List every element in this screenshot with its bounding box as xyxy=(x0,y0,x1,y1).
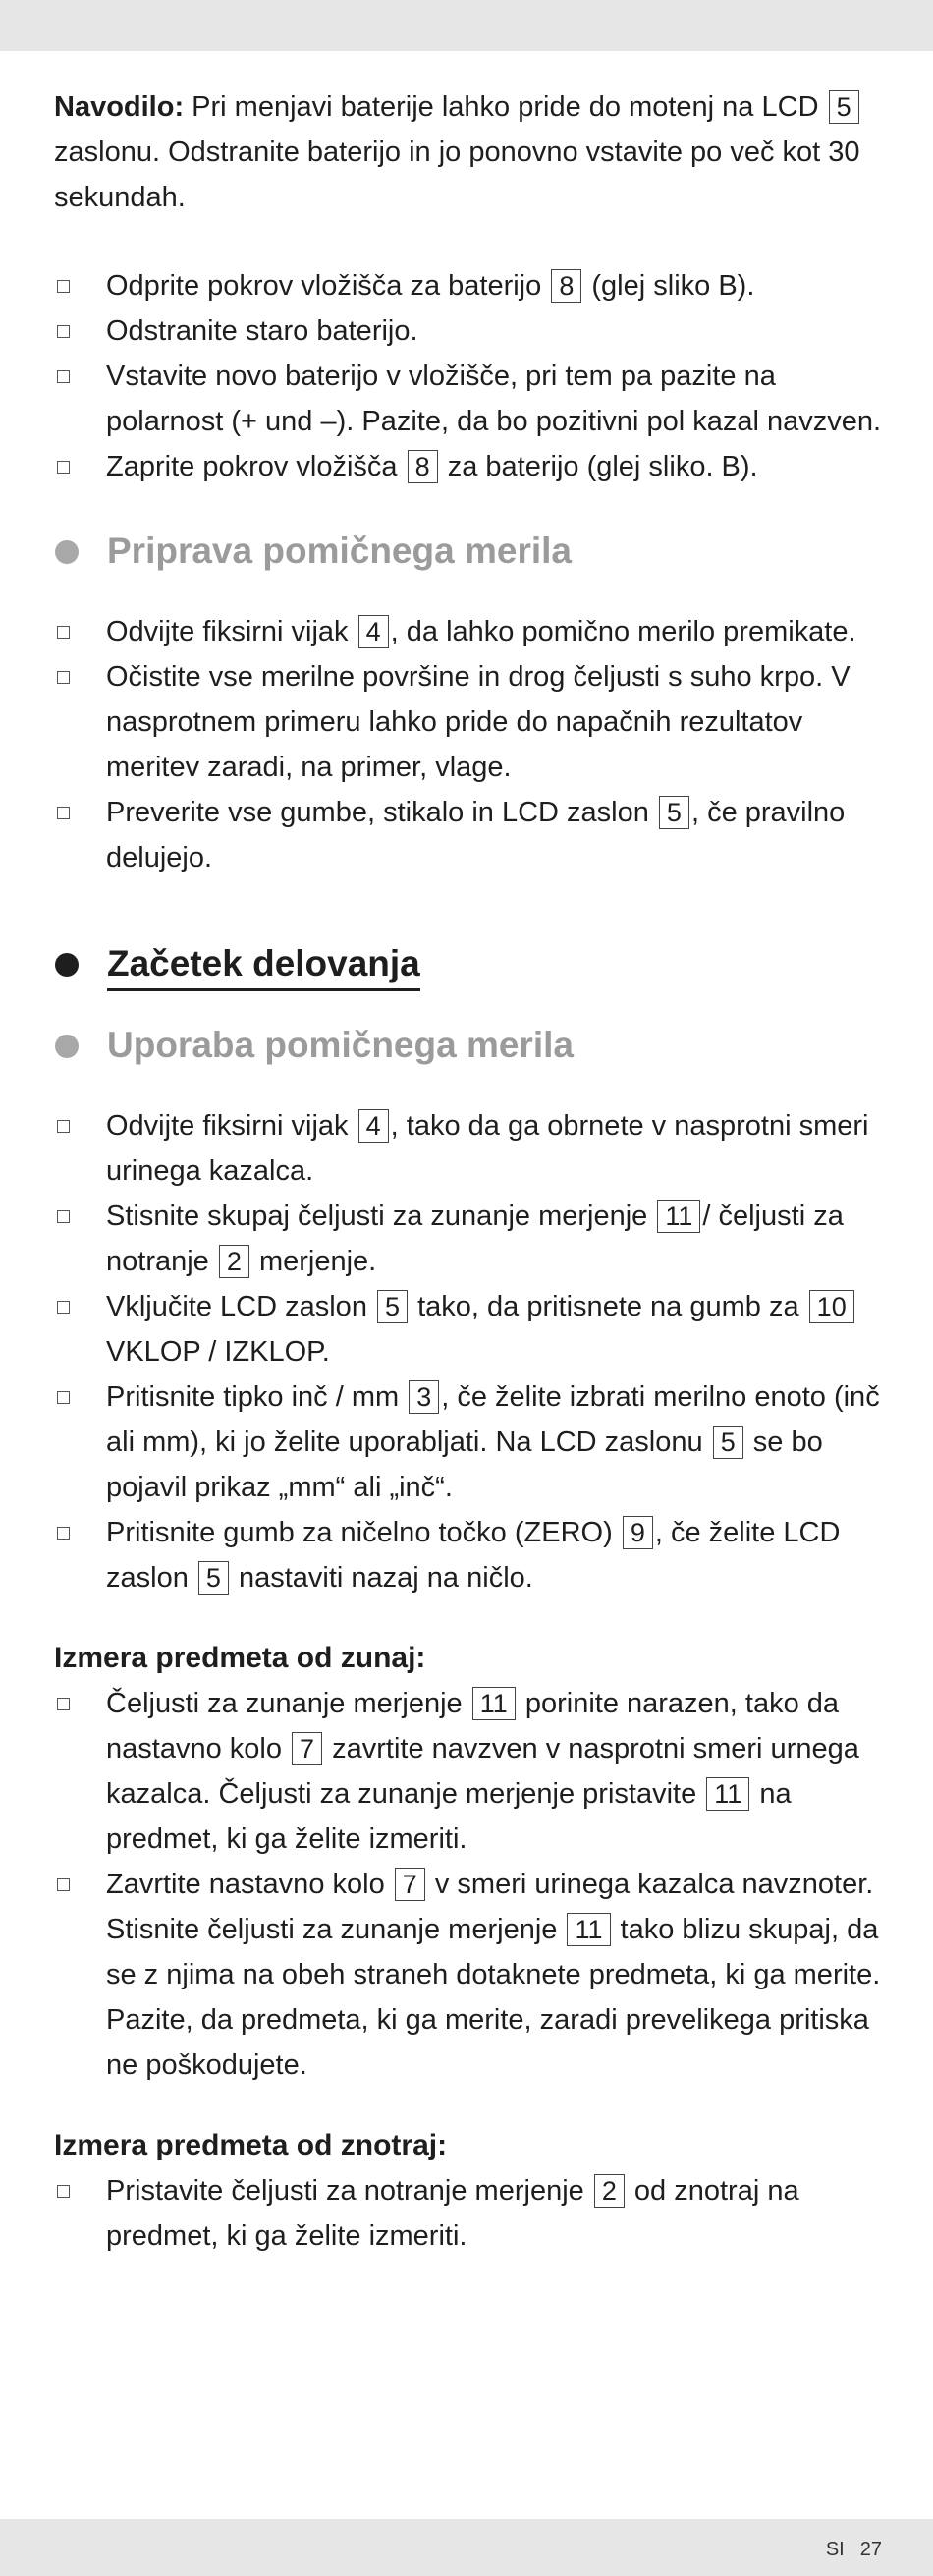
list-item: Vstavite novo baterijo v vložišče, pri tem pa pazite na polarnost (+ und –). Pazite, da bo pozitivni pol kazal navzven. xyxy=(54,354,884,444)
checkbox-bullet-icon xyxy=(57,461,70,474)
checkbox-bullet-icon xyxy=(57,1527,70,1540)
footer-band xyxy=(0,2519,933,2576)
checkbox-bullet-icon xyxy=(57,807,70,819)
list-item: Vključite LCD zaslon 5 tako, da pritisnete na gumb za 10 VKLOP / IZKLOP. xyxy=(54,1284,884,1374)
ref-box: 8 xyxy=(408,450,438,483)
checkbox-bullet-icon xyxy=(57,671,70,684)
ref-box: 4 xyxy=(358,1109,389,1143)
battery-steps-list xyxy=(54,263,884,489)
ref-box: 11 xyxy=(567,1913,610,1946)
note-text-2: zaslonu. Odstranite baterijo in jo ponovno vstavite po več kot 30 sekundah. xyxy=(54,137,860,213)
list-item: Pritisnite gumb za ničelno točko (ZERO) 9 , če želite LCD zaslon 5 nastaviti nazaj na ničlo. xyxy=(54,1510,884,1600)
list-item: Stisnite skupaj čeljusti za zunanje merjenje 11 / čeljusti za notranje 2 merjenje. xyxy=(54,1194,884,1284)
checkbox-bullet-icon xyxy=(57,1391,70,1404)
ref-box: 8 xyxy=(551,269,581,303)
checkbox-bullet-icon xyxy=(57,1210,70,1223)
list-item: Preverite vse gumbe, stikalo in LCD zaslon 5 , če pravilno delujejo. xyxy=(54,790,884,880)
ref-box: 5 xyxy=(713,1426,743,1459)
inside-list xyxy=(54,2168,884,2259)
ref-box: 5 xyxy=(198,1561,229,1595)
page-number-value: 27 xyxy=(859,2539,882,2560)
top-band xyxy=(0,0,933,51)
ref-box: 10 xyxy=(809,1290,854,1323)
language-code: SI xyxy=(825,2539,845,2560)
ref-box: 11 xyxy=(472,1687,516,1720)
ref-box: 7 xyxy=(292,1732,322,1765)
heading-bullet-icon xyxy=(55,540,79,564)
page-content xyxy=(54,84,884,2259)
ref-box: 2 xyxy=(594,2174,625,2208)
ref-box: 4 xyxy=(358,615,389,648)
list-item: Zaprite pokrov vložišča 8 za baterijo (glej sliko. B). xyxy=(54,444,884,489)
checkbox-bullet-icon xyxy=(57,280,70,293)
checkbox-bullet-icon xyxy=(57,2185,70,2198)
note-text-1: Pri menjavi baterije lahko pride do motenj na LCD xyxy=(184,91,827,123)
checkbox-bullet-icon xyxy=(57,370,70,383)
use-list xyxy=(54,1103,884,1600)
list-item: Zavrtite nastavno kolo 7 v smeri urinega kazalca navznoter. Stisnite čeljusti za zunanje merjenje 11 tako blizu skupaj, da se z njima na obeh straneh dotaknete predmeta, ki ga merite. Pazite, da predmeta, ki ga merite, zaradi prevelikega pritiska ne poškodujete. xyxy=(54,1862,884,2088)
outside-list xyxy=(54,1681,884,2088)
checkbox-bullet-icon xyxy=(57,1120,70,1133)
ref-box: 5 xyxy=(377,1290,408,1323)
ref-box: 9 xyxy=(623,1516,653,1549)
list-item: Čeljusti za zunanje merjenje 11 porinite narazen, tako da nastavno kolo 7 zavrtite navzven v nasprotni smeri urnega kazalca. Čeljusti za zunanje merjenje pristavite 11 na predmet, ki ga želite izmeriti. xyxy=(54,1681,884,1862)
list-item: Očistite vse merilne površine in drog čeljusti s suho krpo. V nasprotnem primeru lahko pride do napačnih rezultatov meritev zaradi, na primer, vlage. xyxy=(54,654,884,790)
ref-box: 2 xyxy=(219,1245,249,1278)
note-lead: Navodilo: xyxy=(54,91,185,123)
ref-box: 5 xyxy=(659,796,689,829)
section-heading-prep: Priprava pomičnega merila xyxy=(54,527,884,576)
subheading-inside: Izmera predmeta od znotraj: xyxy=(54,2129,448,2161)
checkbox-bullet-icon xyxy=(57,1878,70,1891)
ref-box: 7 xyxy=(395,1868,425,1901)
section-heading-start: Začetek delovanja xyxy=(54,939,884,991)
ref-box: 3 xyxy=(409,1380,439,1414)
list-item: Odprite pokrov vložišča za baterijo 8 (glej sliko B). xyxy=(54,263,884,308)
ref-box: 5 xyxy=(829,90,859,124)
heading-bullet-icon xyxy=(55,1035,79,1058)
ref-box: 11 xyxy=(657,1200,700,1233)
list-item: Odstranite staro baterijo. xyxy=(54,308,884,354)
subheading-outside: Izmera predmeta od zunaj: xyxy=(54,1642,426,1674)
list-item: Pritisnite tipko inč / mm 3 , če želite izbrati merilno enoto (inč ali mm), ki jo želite uporabljati. Na LCD zaslonu 5 se bo pojavil prikaz „mm“ ali „inč“. xyxy=(54,1374,884,1510)
checkbox-bullet-icon xyxy=(57,1698,70,1710)
checkbox-bullet-icon xyxy=(57,325,70,338)
list-item: Odvijte fiksirni vijak 4 , da lahko pomično merilo premikate. xyxy=(54,609,884,654)
ref-box: 11 xyxy=(706,1777,749,1811)
battery-note xyxy=(54,84,884,220)
list-item: Odvijte fiksirni vijak 4 , tako da ga obrnete v nasprotni smeri urinega kazalca. xyxy=(54,1103,884,1194)
checkbox-bullet-icon xyxy=(57,1301,70,1314)
prep-list xyxy=(54,609,884,880)
section-heading-use: Uporaba pomičnega merila xyxy=(54,1021,884,1070)
heading-bullet-icon xyxy=(55,953,79,977)
page-number xyxy=(826,2539,882,2561)
checkbox-bullet-icon xyxy=(57,626,70,639)
list-item: Pristavite čeljusti za notranje merjenje 2 od znotraj na predmet, ki ga želite izmeriti. xyxy=(54,2168,884,2259)
